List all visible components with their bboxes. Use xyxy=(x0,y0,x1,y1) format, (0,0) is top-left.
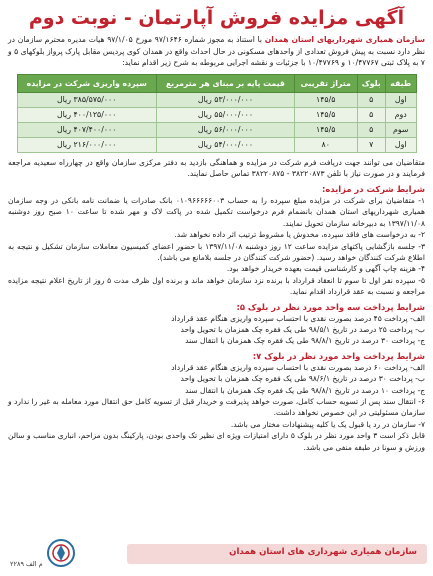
intro-text: با استناد به مجوز شماره ۹۷/۱۶۴۶ مورخ ۹۷/۱/۰۵ هیات مدیره محترم سازمان در نظر دارد نسبت به پیش فروش تعدادی از واحدهای مسکونی در حال احداث واقع در همدان کوی پردیس مقابل پارک پرواز بلوکهای ۵ و ۷ به پلاک ثبتی ۱۰/۴۷۷۶۷ و ۱۰/۴۷۷۶۹ با جزئیات و نقشه اجرایی مربوطه به شرح زیر اقدام نماید: xyxy=(8,35,425,68)
block7-item: ۷- سازمان در رد یا قبول یک یا کلیه پیشنهادات مختار می باشد. xyxy=(230,419,425,429)
block5-item: ب- پرداخت ۲۵ درصد در تاریخ ۹۸/۵/۱ طی یک فقره چک همزمان با تحویل واحد xyxy=(180,325,425,335)
table-cell: ۵ xyxy=(357,107,385,122)
table-cell: ۵۳/۰۰۰/۰۰۰ ریال xyxy=(156,92,294,107)
table-cell: ۴۰۰/۱۲۵/۰۰۰ ریال xyxy=(17,107,156,122)
footer-org-name: سازمان همیاری شهرداری های استان همدان xyxy=(229,547,417,557)
condition-item: ۲- به درخواست های فاقد سپرده، مخدوش یا مشروط ترتیب اثر داده نخواهد شد. xyxy=(174,230,425,240)
table-cell: سوم xyxy=(385,122,416,137)
organization-logo-icon xyxy=(46,538,76,568)
table-cell: ۱۴۵/۵ xyxy=(294,107,357,122)
table-cell: ۸۰ xyxy=(294,137,357,152)
block5-item: ج- پرداخت ۳۰ درصد در تاریخ ۹۸/۸/۱ طی یک فقره چک همزمان با انتقال سند xyxy=(185,336,425,346)
condition-item: ۱- متقاضیان برای شرکت در مزایده مبلغ سپرده را به حساب ۰۱۰۹۶۶۶۶۶۰۰۳ بانک صادرات یا ضمانت نامه بانکی در وجه سازمان همیاری شهرداریهای استان همدان بانضمام فرم درخواست تکمیل شده در پاکت لاک و مهر شده تا ساعت ۱۰ صبح روز دوشنبه ۱۳۹۷/۱۱/۰۸ به دبیرخانه سازمان تحویل نمایند. xyxy=(8,195,425,228)
table-cell: ۵ xyxy=(357,92,385,107)
block7-item: ۶- انتقال سند پس از تسویه حساب کامل، صورت خواهد پذیرفت و خریدار قبل از تسویه کامل حق انتقال مورد معامله به غیر را ندارد و سازمان مسئولیتی در این خصوص نخواهد داشت. xyxy=(8,397,425,418)
conditions-title: شرایط شرکت در مزایده: xyxy=(321,183,425,194)
table-header-block: بلوک xyxy=(357,74,385,92)
units-table xyxy=(17,74,417,153)
block7-item: قابل ذکر است ۳ واحد مورد نظر در بلوک ۵ دارای امتیازات ویژه ای نظیر تک واحدی بودن، پارکینگ بدون مزاحم، انباری مناسب و سالن ورزش و سونا در طبقه منفی می باشد. xyxy=(8,431,425,452)
table-header-base-price: قیمت پایه بر مبنای هر مترمربع xyxy=(156,74,294,92)
table-cell: ۱۴۵/۵ xyxy=(294,122,357,137)
table-header-floor: طبقه xyxy=(385,74,416,92)
table-cell: اول xyxy=(385,92,416,107)
table-header-area: متراژ تقریبی xyxy=(294,74,357,92)
block7-item: ب- پرداخت ۳۰ درصد در تاریخ ۹۸/۶/۱ طی یک فقره چک همزمان با تحویل واحد xyxy=(180,374,425,384)
table-row xyxy=(17,137,416,152)
block5-item: الف- پرداخت ۴۵ درصد بصورت نقدی با احتساب سپرده واریزی هنگام عقد قرارداد xyxy=(171,313,425,323)
table-cell: ۴۰۷/۴۰۰/۰۰۰ ریال xyxy=(17,122,156,137)
table-cell: ۱۴۵/۵ xyxy=(294,92,357,107)
condition-item: ۵- سپرده نفر اول تا سوم تا انعقاد قرارداد با برنده نزد سازمان خواهد ماند و برنده اول ظرف مدت ۵ روز از تاریخ اعلام نتیجه مزایده مراجعه و نسبت به عقد قرارداد اقدام نماید. xyxy=(8,275,425,297)
table-cell: ۵ xyxy=(357,122,385,137)
table-header-deposit: سپرده واریزی شرکت در مزایده xyxy=(17,74,156,92)
table-cell: ۲۱۶/۰۰۰/۰۰۰ ریال xyxy=(17,137,156,152)
table-cell: ۷ xyxy=(357,137,385,152)
intro-paragraph xyxy=(8,34,425,69)
block7-item: ج- پرداخت ۱۰ درصد در تاریخ ۹۸/۸/۱ طی یک فقره چک همزمان با انتقال سند xyxy=(185,385,425,395)
block5-title: شرایط پرداخت سه واحد مورد نظر در بلوک ۵: xyxy=(236,301,425,312)
intro-org-name: سازمان همیاری شهرداریهای استان همدان xyxy=(264,35,426,44)
block7-item: الف- پرداخت ۶۰ درصد بصورت نقدی با احتساب سپرده واریزی هنگام عقد قرارداد xyxy=(171,362,425,372)
footer xyxy=(6,538,427,572)
table-cell: ۳۸۵/۵۷۵/۰۰۰ ریال xyxy=(17,92,156,107)
table-row xyxy=(17,92,416,107)
table-cell: اول xyxy=(385,137,416,152)
block7-title: شرایط پرداخت واحد مورد نظر در بلوک ۷: xyxy=(252,350,425,361)
contact-paragraph: متقاضیان می توانند جهت دریافت فرم شرکت در مزایده و هماهنگی بازدید به دفتر مرکزی سازمان واقع در چهارراه سعیدیه مراجعه فرمایند و در صورت نیاز با تلفن ۳۸۲۲۰۸۷۳ - ۳۸۲۲۰۸۷۵ تماس حاصل نمایند. xyxy=(8,157,425,179)
table-cell: ۵۶/۰۰۰/۰۰۰ ریال xyxy=(156,122,294,137)
page-title: آگهی مزایده فروش آپارتمان - نوبت دوم xyxy=(28,7,405,29)
table-cell: ۵۴/۰۰۰/۰۰۰ ریال xyxy=(156,137,294,152)
table-cell: دوم xyxy=(385,107,416,122)
table-header-row xyxy=(17,74,416,92)
ad-code: م الف ۲۲۸۹ xyxy=(10,560,43,568)
condition-item: ۴- هزینه چاپ آگهی و کارشناسی قیمت بعهده خریدار خواهد بود. xyxy=(226,264,425,274)
table-row xyxy=(17,107,416,122)
condition-item: ۳- جلسه بازگشایی پاکتهای مزایده ساعت ۱۲ روز دوشنبه ۱۳۹۷/۱۱/۰۸ با حضور اعضای کمیسیون معاملات سازمان تشکیل و نتیجه به اطلاع شرکت کنندگان خواهد رسید. (حضور شرکت کنندگان در جلسه بلامانع می باشد). xyxy=(8,241,425,262)
table-cell: ۵۵/۰۰۰/۰۰۰ ریال xyxy=(156,107,294,122)
table-row xyxy=(17,122,416,137)
